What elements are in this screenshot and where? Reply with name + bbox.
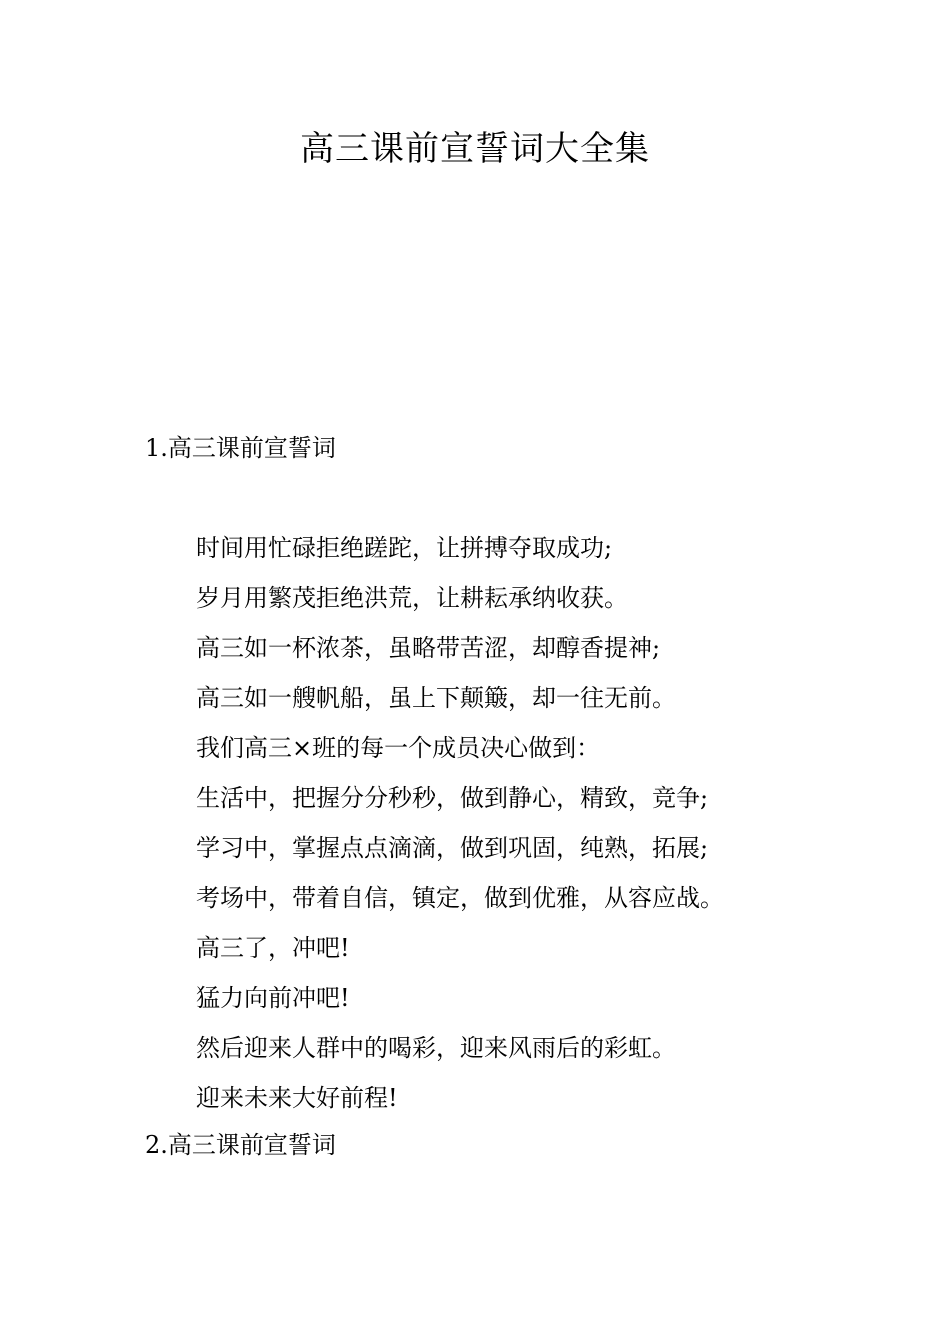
- oath-line: 高三了，冲吧!: [196, 934, 350, 962]
- oath-line: 然后迎来人群中的喝彩，迎来风雨后的彩虹。: [196, 1034, 676, 1062]
- section-heading-1: 1.高三课前宣誓词: [145, 434, 336, 462]
- oath-line: 时间用忙碌拒绝蹉跎，让拼搏夺取成功;: [196, 534, 613, 562]
- oath-line: 高三如一艘帆船，虽上下颠簸，却一往无前。: [196, 684, 676, 712]
- oath-line: 高三如一杯浓茶，虽略带苦涩，却醇香提神;: [196, 634, 661, 662]
- oath-line: 考场中，带着自信，镇定，做到优雅，从容应战。: [196, 884, 724, 912]
- oath-line: 猛力向前冲吧!: [196, 984, 350, 1012]
- oath-line: 学习中，掌握点点滴滴，做到巩固，纯熟，拓展;: [196, 834, 709, 862]
- oath-line: 迎来未来大好前程!: [196, 1084, 398, 1112]
- oath-lines: [196, 532, 896, 1132]
- oath-line: 生活中，把握分分秒秒，做到静心，精致，竞争;: [196, 784, 709, 812]
- section-heading-2: 2.高三课前宣誓词: [145, 1131, 336, 1159]
- oath-line: 岁月用繁茂拒绝洪荒，让耕耘承纳收获。: [196, 584, 628, 612]
- document-title: 高三课前宣誓词大全集: [300, 129, 650, 169]
- oath-line: 我们高三×班的每一个成员决心做到：: [196, 734, 601, 762]
